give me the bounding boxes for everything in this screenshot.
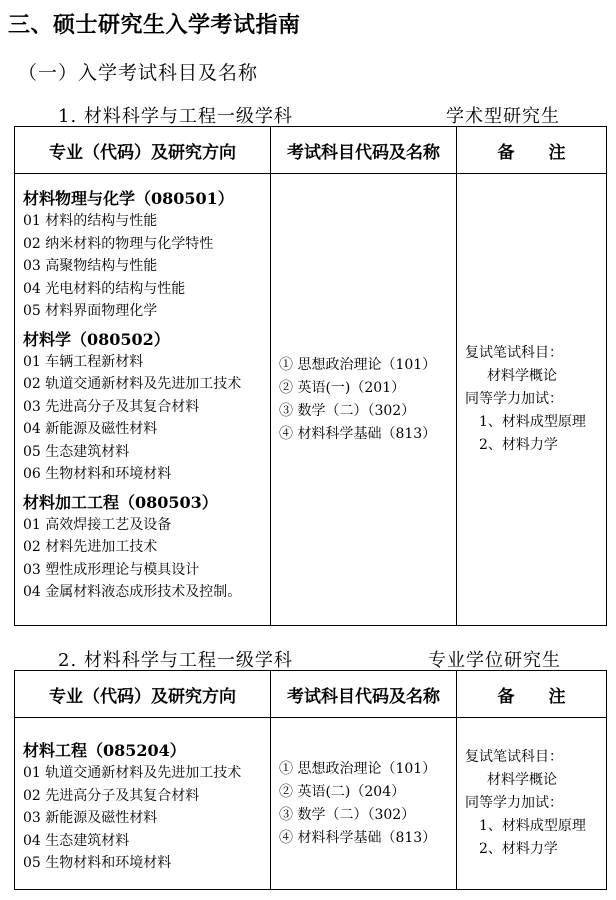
exams-cell — [271, 174, 457, 626]
table-row — [15, 174, 607, 626]
major-name: 材料物理与化学（080501） — [23, 189, 234, 208]
section-2-title-row — [58, 646, 561, 672]
header-major: 专业（代码）及研究方向 — [15, 127, 271, 174]
header-note: 备 注 — [457, 127, 607, 174]
direction-item: 03 先进高分子及其复合材料 — [23, 398, 200, 415]
note-line: 2、材料力学 — [479, 437, 558, 453]
exam-item: ④ 材料科学基础（813） — [279, 829, 437, 846]
exam-item: ② 英语(一)（201） — [279, 379, 406, 396]
direction-item: 01 车辆工程新材料 — [23, 353, 144, 370]
direction-item: 03 塑性成形理论与模具设计 — [23, 561, 200, 578]
exam-item: ① 思想政治理论（101） — [279, 760, 437, 777]
table-header-row — [15, 127, 607, 174]
note-line: 复试笔试科目： — [465, 345, 563, 361]
section-2-table — [14, 670, 607, 890]
direction-item: 05 生态建筑材料 — [23, 443, 130, 460]
direction-item: 05 生物材料和环境材料 — [23, 855, 172, 871]
major-name: 材料加工工程（080503） — [23, 492, 218, 512]
section-1-title: 1. 材料科学与工程一级学科 — [58, 106, 293, 127]
exam-item: ④ 材料科学基础（813） — [279, 425, 437, 442]
table-header-row — [15, 671, 607, 718]
note-line: 1、材料成型原理 — [479, 818, 586, 834]
direction-item: 03 高聚物结构与性能 — [23, 258, 158, 274]
direction-item: 02 纳米材料的物理与化学特性 — [23, 235, 214, 252]
direction-item: 01 高效焊接工艺及设备 — [23, 516, 172, 533]
note-line: 复试笔试科目： — [465, 749, 563, 765]
section-2-type: 专业学位研究生 — [428, 650, 561, 671]
note-line: 同等学力加试： — [465, 795, 563, 811]
notes-cell — [457, 174, 607, 626]
direction-item: 01 轨道交通新材料及先进加工技术 — [23, 765, 242, 781]
note-line: 1、材料成型原理 — [479, 414, 586, 430]
major-name: 材料学（080502） — [23, 329, 170, 349]
exam-item: ② 英语(二)（204） — [279, 783, 406, 800]
page-subheading: （一）入学考试科目及名称 — [18, 62, 259, 84]
direction-item: 04 光电材料的结构与性能 — [23, 280, 186, 297]
header-major: 专业（代码）及研究方向 — [15, 671, 271, 718]
direction-item: 02 材料先进加工技术 — [23, 539, 158, 555]
major-name: 材料工程（085204） — [23, 741, 186, 760]
direction-item: 02 轨道交通新材料及先进加工技术 — [23, 376, 242, 392]
direction-item: 06 生物材料和环境材料 — [23, 466, 172, 482]
header-exam: 考试科目代码及名称 — [271, 671, 457, 718]
note-line: 2、材料力学 — [479, 841, 558, 857]
exam-item: ③ 数学（二）（302） — [279, 806, 416, 823]
section-1-title-row — [58, 102, 560, 128]
direction-item: 04 金属材料液态成形技术及控制。 — [23, 584, 242, 600]
exam-item: ① 思想政治理论（101） — [279, 356, 437, 373]
note-line: 材料学概论 — [487, 368, 557, 384]
majors-cell — [15, 174, 271, 626]
notes-cell — [457, 718, 607, 890]
direction-item: 02 先进高分子及其复合材料 — [23, 787, 200, 804]
direction-item: 04 新能源及磁性材料 — [23, 421, 158, 437]
majors-cell — [15, 718, 271, 890]
table-row — [15, 718, 607, 890]
header-note: 备 注 — [457, 671, 607, 718]
section-1-type: 学术型研究生 — [446, 106, 560, 127]
header-exam: 考试科目代码及名称 — [271, 127, 457, 174]
exams-cell — [271, 718, 457, 890]
direction-item: 05 材料界面物理化学 — [23, 303, 158, 319]
direction-item: 01 材料的结构与性能 — [23, 213, 158, 229]
page-heading: 三、硕士研究生入学考试指南 — [8, 13, 301, 38]
section-1-table — [14, 126, 607, 626]
section-2-title: 2. 材料科学与工程一级学科 — [58, 650, 293, 671]
note-line: 同等学力加试： — [465, 391, 563, 407]
direction-item: 04 生态建筑材料 — [23, 832, 130, 849]
note-line: 材料学概论 — [487, 772, 557, 788]
direction-item: 03 新能源及磁性材料 — [23, 810, 158, 826]
exam-item: ③ 数学（二）（302） — [279, 402, 416, 419]
